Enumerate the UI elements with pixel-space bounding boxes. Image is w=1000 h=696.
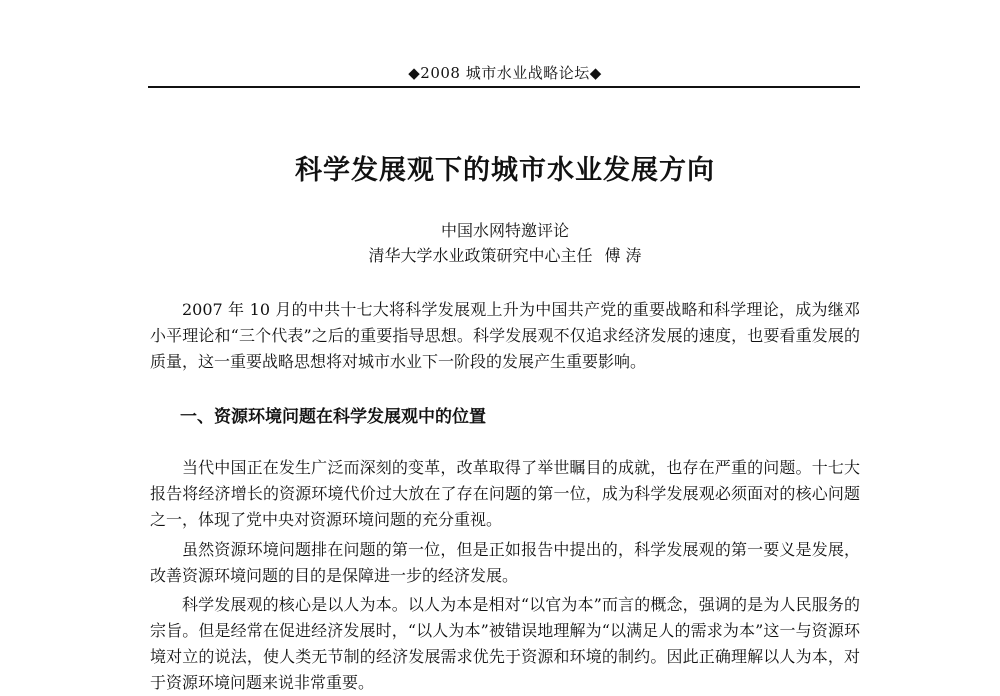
section-heading: 一、资源环境问题在科学发展观中的位置	[180, 407, 486, 427]
section-paragraph-1: 当代中国正在发生广泛而深刻的变革，改革取得了举世瞩目的成就，也存在严重的问题。十七大报告将经济增长的资源环境代价过大放在了存在问题的第一位，成为科学发展观必须面对的核心问题之一，体现了党中央对资源环境问题的充分重视。	[150, 458, 860, 529]
author-affiliation: 清华大学水业政策研究中心主任	[368, 246, 593, 265]
byline-source: 中国水网特邀评论	[440, 221, 569, 240]
header-rule	[148, 86, 860, 88]
author-name: 傅 涛	[604, 246, 642, 265]
section-paragraph-3: 科学发展观的核心是以人为本。以人为本是相对“以官为本”而言的概念，强调的是为人民服务的宗旨。但是经常在促进经济发展时，“以人为本”被错误地理解为“以满足人的需求为本”这一与资源环境对立的说法，使人类无节制的经济发展需求优先于资源和环境的制约。因此正确理解以人为本，对于资源环境问题来说非常重要。	[150, 595, 860, 692]
byline-author-line	[150, 243, 860, 266]
intro-paragraph: 2007 年 10 月的中共十七大将科学发展观上升为中国共产党的重要战略和科学理论，成为继邓小平理论和“三个代表”之后的重要指导思想。科学发展观不仅追求经济发展的速度，也要看重发展的质量，这一重要战略思想将对城市水业下一阶段的发展产生重要影响。	[150, 300, 860, 371]
running-header: ◆2008 城市水业战略论坛◆	[408, 64, 602, 82]
section-paragraph-2: 虽然资源环境问题排在问题的第一位，但是正如报告中提出的，科学发展观的第一要义是发展，改善资源环境问题的目的是保障进一步的经济发展。	[150, 540, 860, 585]
article-title: 科学发展观下的城市水业发展方向	[295, 155, 715, 186]
